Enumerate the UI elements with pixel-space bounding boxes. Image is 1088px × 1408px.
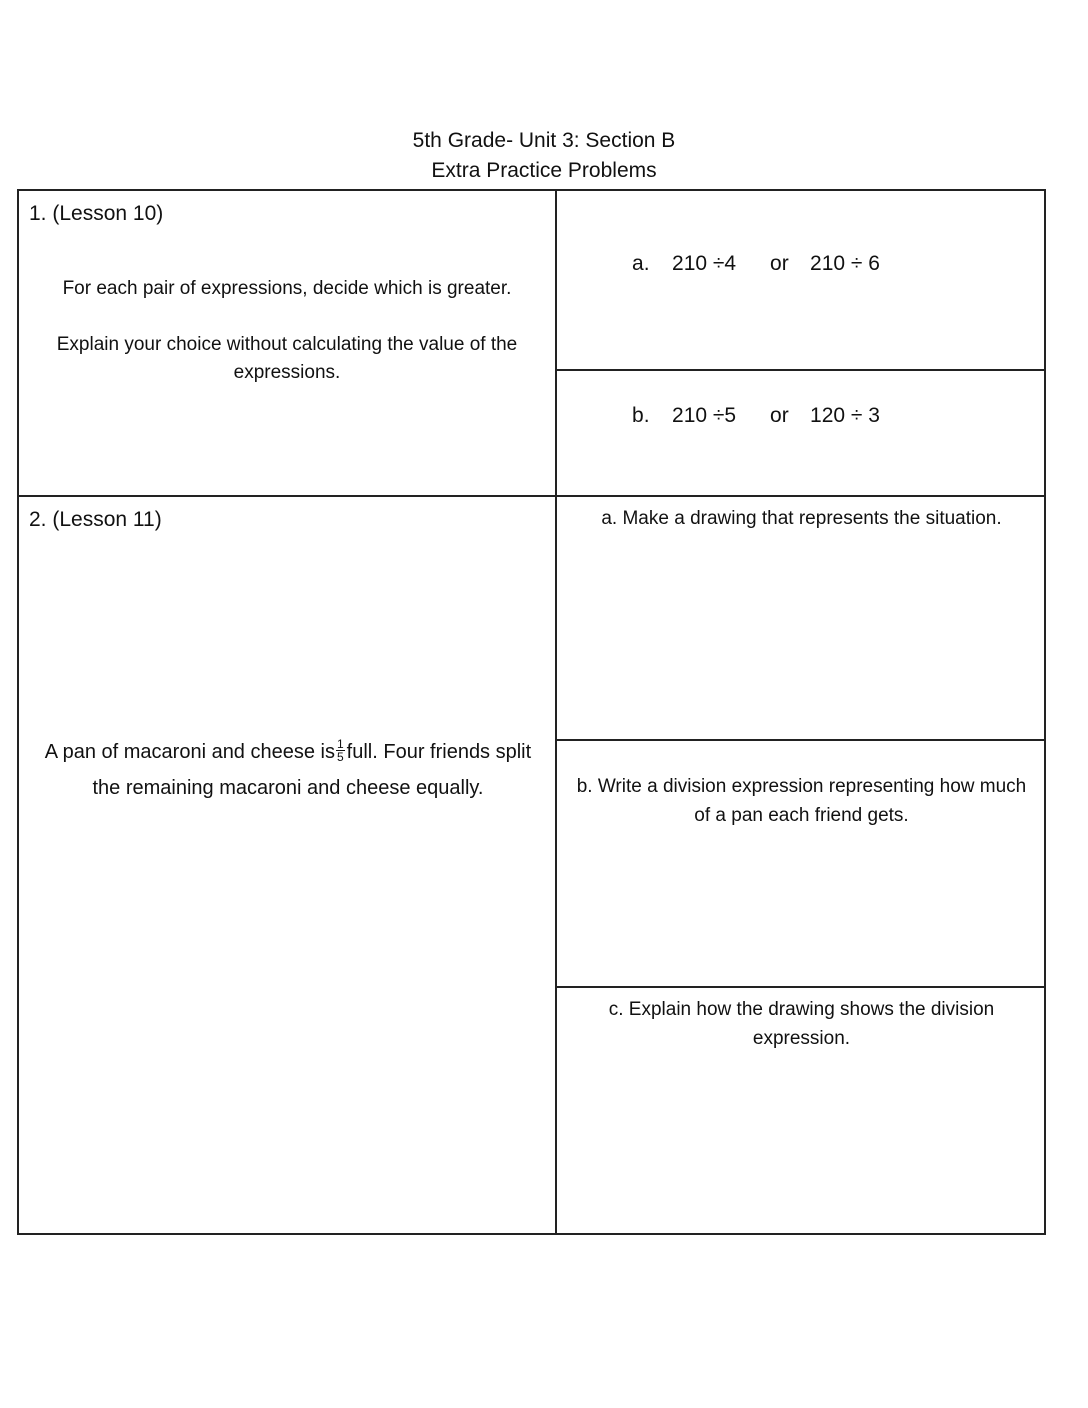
problem-1-part-b-expression: [597, 380, 880, 452]
problem-2-part-a-text: a. Make a drawing that represents the situation.: [601, 508, 1002, 529]
problem-1-part-a-cell: [557, 191, 1046, 369]
expression-2: 120 ÷ 3: [810, 404, 880, 427]
connector: or: [770, 252, 789, 275]
part-label: b.: [632, 404, 650, 427]
problem-2-story: [43, 734, 533, 806]
problem-1-lesson: 1. (Lesson 10): [29, 202, 164, 225]
fraction: [336, 738, 345, 763]
problem-2-part-b-cell: [557, 741, 1046, 986]
connector: or: [770, 404, 789, 427]
expression-2: 210 ÷ 6: [810, 252, 880, 275]
problem-2-prompt-cell: [19, 497, 555, 1235]
problem-1-part-b-cell: [557, 371, 1046, 495]
part-label: a.: [632, 252, 650, 275]
problem-2-part-c-text: c. Explain how the drawing shows the division expression.: [608, 999, 995, 1049]
story-text-before: A pan of macaroni and cheese is: [44, 741, 335, 763]
worksheet-header: [0, 126, 1088, 186]
fraction-denominator: 5: [336, 750, 344, 765]
worksheet-table: [17, 189, 1046, 1235]
problem-1-explain: Explain your choice without calculating the value of the expressions.: [56, 334, 518, 383]
expression-1: 210 ÷4: [672, 252, 737, 275]
problem-1-part-a-expression: [597, 228, 880, 300]
problem-2-part-c-cell: [557, 988, 1046, 1235]
worksheet-title: 5th Grade- Unit 3: Section B: [412, 129, 676, 152]
expression-1: 210 ÷5: [672, 404, 737, 427]
problem-2-part-a-cell: [557, 497, 1046, 739]
problem-2-part-b-text: b. Write a division expression representing how much of a pan each friend gets.: [576, 776, 1027, 826]
story-text-after: full. Four friends split the remaining macaroni and cheese equally.: [92, 741, 532, 799]
worksheet-subtitle: Extra Practice Problems: [431, 159, 657, 182]
problem-2-lesson: 2. (Lesson 11): [29, 508, 162, 531]
fraction-numerator: 1: [336, 737, 344, 752]
problem-1-instruction: For each pair of expressions, decide which is greater.: [62, 278, 512, 299]
problem-1-prompt-cell: [19, 191, 555, 495]
